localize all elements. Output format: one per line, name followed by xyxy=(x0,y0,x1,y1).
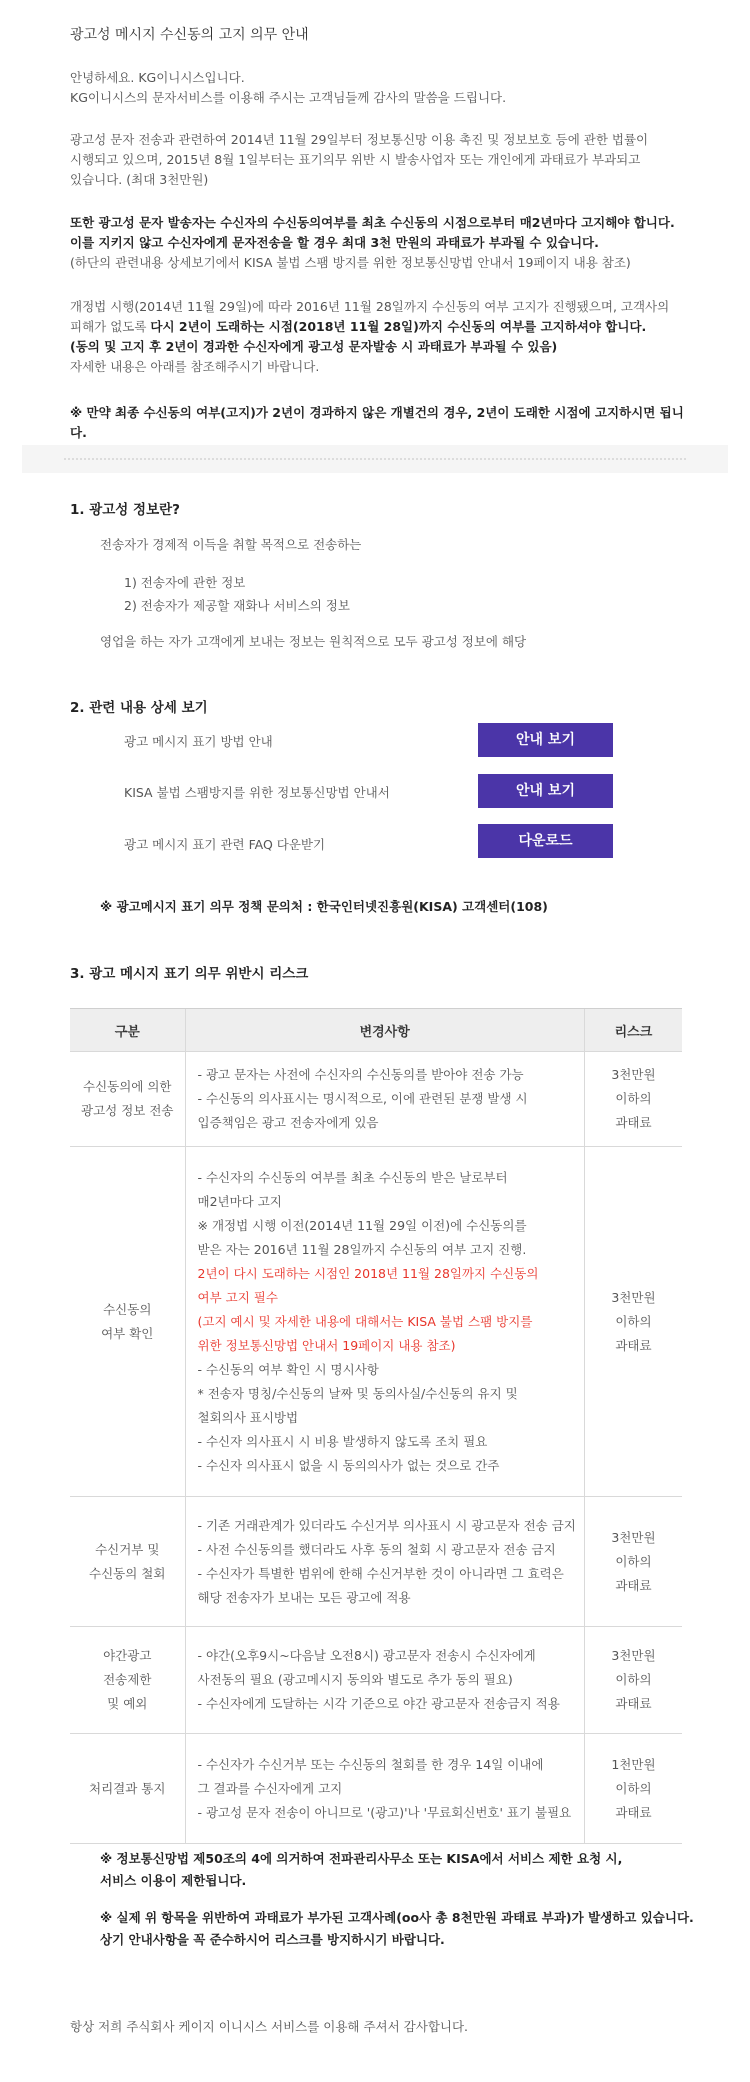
section2-title: 2. 관련 내용 상세 보기 xyxy=(70,700,208,716)
kisa-guide-label: KISA 불법 스팸방지를 위한 정보통신망법 안내서 xyxy=(124,785,390,800)
column-header: 변경사항 xyxy=(185,1009,584,1052)
warning-text: (고지 예시 및 자세한 내용에 대해서는 KISA 불법 스팸 방지를 xyxy=(197,1313,533,1329)
risk-table xyxy=(70,1008,682,1844)
table-row xyxy=(70,1734,682,1844)
risk-cell: 1천만원 이하의 과태료 xyxy=(584,1734,682,1844)
intro-law: 광고성 문자 전송과 관련하여 2014년 11월 29일부터 정보통신망 이용 촉진 및 정보보호 등에 관한 법률이 시행되고 있으며, 2015년 8월 1일부터는 표기의무 위반 시 발송사업자 또는 개인에게 과태료가 부과되고 있습니다. (최대 3천만원) xyxy=(70,132,649,187)
page-title: 광고성 메시지 수신동의 고지 의무 안내 xyxy=(70,27,309,43)
penalty-case-note: ※ 실제 위 항목을 위반하여 과태료가 부가된 고객사례(oo사 총 8천만원 과태료 부과)가 발생하고 있습니다. 상기 안내사항을 꼭 준수하시어 리스크를 방지하시기 바랍니다. xyxy=(100,1910,694,1947)
table-row xyxy=(70,1497,682,1627)
view-guide-button[interactable]: 안내 보기 xyxy=(478,723,613,757)
category-cell: 수신동의 여부 확인 xyxy=(70,1147,185,1497)
section1-item: 2) 전송자가 제공할 재화나 서비스의 정보 xyxy=(124,598,350,613)
guide-link-label: 광고 메시지 표기 방법 안내 xyxy=(124,734,273,749)
category-cell: 야간광고 전송제한 및 예외 xyxy=(70,1627,185,1734)
view-kisa-guide-button[interactable]: 안내 보기 xyxy=(478,774,613,808)
changes-cell: - 기존 거래관계가 있더라도 수신거부 의사표시 시 광고문자 전송 금지 - 사전 수신동의를 했더라도 사후 동의 철회 시 광고문자 전송 금지 - 수신자가 특별한 범위에 한해 수신거부한 것이 아니라면 그 효력은 해당 전송자가 보내는 모든 광고에 적용 xyxy=(185,1497,584,1627)
category-cell: 처리결과 통지 xyxy=(70,1734,185,1844)
category-cell: 수신동의에 의한 광고성 정보 전송 xyxy=(70,1052,185,1147)
warning-text: 여부 고지 필수 xyxy=(197,1289,278,1305)
risk-cell: 3천만원 이하의 과태료 xyxy=(584,1497,682,1627)
risk-cell: 3천만원 이하의 과태료 xyxy=(584,1052,682,1147)
column-header: 리스크 xyxy=(584,1009,682,1052)
table-row xyxy=(70,1627,682,1734)
greeting: 안녕하세요. KG이니시스입니다. KG이니시스의 문자서비스를 이용해 주시는 고객님들께 감사의 말씀을 드립니다. xyxy=(70,70,507,105)
service-restriction-note: ※ 정보통신망법 제50조의 4에 의거하여 전파관리사무소 또는 KISA에서 서비스 제한 요청 시, 서비스 이용이 제한됩니다. xyxy=(100,1851,623,1888)
intro-obligation: 또한 광고성 문자 발송자는 수신자의 수신동의여부를 최초 수신동의 시점으로부터 매2년마다 고지해야 합니다. 이를 지키지 않고 수신자에게 문자전송을 할 경우 최대 3천 만원의 과태료가 부과될 수 있습니다. (하단의 관련내용 상세보기에서 KISA 불법 스팸 방지를 위한 정보통신망법 안내서 19페이지 내용 참조) xyxy=(70,215,675,270)
contact-note: ※ 광고메시지 표기 의무 정책 문의처 : 한국인터넷진흥원(KISA) 고객센터(108) xyxy=(100,899,548,914)
table-header-row xyxy=(70,1009,682,1052)
section1-title: 1. 광고성 정보란? xyxy=(70,502,180,518)
section1-item: 1) 전송자에 관한 정보 xyxy=(124,575,246,590)
download-faq-button[interactable]: 다운로드 xyxy=(478,824,613,858)
column-header: 구분 xyxy=(70,1009,185,1052)
changes-cell: - 수신자의 수신동의 여부를 최초 수신동의 받은 날로부터 매2년마다 고지 ※ 개정법 시행 이전(2014년 11월 29일 이전)에 수신동의를 받은 자는 2016년 11월 28일까지 수신동의 여부 고지 진행. 2년이 다시 도래하는 시점인 2018년 11월 28일까지 수신동의 여부 고지 필수 (고지 예시 및 자세한 내용에 대해서는 KISA 불법 스팸 방지를 위한 정보통신망법 안내서 19페이지 내용 참조) - 수신동의 여부 확인 시 명시사항 * 전송자 명칭/수신동의 날짜 및 동의사실/수신동의 유지 및 철회의사 표시방법 - 수신자 의사표시 시 비용 발생하지 않도록 조치 필요 - 수신자 의사표시 없을 시 동의의사가 없는 것으로 간주 xyxy=(185,1147,584,1497)
changes-cell: - 야간(오후9시~다음날 오전8시) 광고문자 전송시 수신자에게 사전동의 필요 (광고메시지 동의와 별도로 추가 동의 필요) - 수신자에게 도달하는 시각 기준으로 야간 광고문자 전송금지 적용 xyxy=(185,1627,584,1734)
risk-cell: 3천만원 이하의 과태료 xyxy=(584,1627,682,1734)
intro-revision: 개정법 시행(2014년 11월 29일)에 따라 2016년 11월 28일까지 수신동의 여부 고지가 진행됐으며, 고객사의 피해가 없도록 다시 2년이 도래하는 시점(2018년 11월 28일)까지 수신동의 여부를 고지하셔야 합니다. (동의 및 고지 후 2년이 경과한 수신자에게 광고성 문자발송 시 과태료가 부과될 수 있음) 자세한 내용은 아래를 참조해주시기 바랍니다. xyxy=(70,299,670,374)
table-row xyxy=(70,1147,682,1497)
faq-download-label: 광고 메시지 표기 관련 FAQ 다운받기 xyxy=(124,837,326,852)
section1-line2: 영업을 하는 자가 고객에게 보내는 정보는 원칙적으로 모두 광고성 정보에 해당 xyxy=(100,634,527,649)
section-divider xyxy=(22,445,728,473)
section1-line1: 전송자가 경제적 이득을 취할 목적으로 전송하는 xyxy=(100,537,362,552)
warning-text: 2년이 다시 도래하는 시점인 2018년 11월 28일까지 수신동의 xyxy=(197,1265,539,1281)
category-cell: 수신거부 및 수신동의 철회 xyxy=(70,1497,185,1627)
warning-text: 위한 정보통신망법 안내서 19페이지 내용 참조) xyxy=(197,1337,456,1353)
intro-note: ※ 만약 최종 수신동의 여부(고지)가 2년이 경과하지 않은 개별건의 경우, 2년이 도래한 시점에 고지하시면 됩니다. xyxy=(70,405,684,440)
table-row xyxy=(70,1052,682,1147)
risk-cell: 3천만원 이하의 과태료 xyxy=(584,1147,682,1497)
changes-cell: - 광고 문자는 사전에 수신자의 수신동의를 받아야 전송 가능 - 수신동의 의사표시는 명시적으로, 이에 관련된 분쟁 발생 시 입증책임은 광고 전송자에게 있음 xyxy=(185,1052,584,1147)
section3-title: 3. 광고 메시지 표기 의무 위반시 리스크 xyxy=(70,966,309,982)
changes-cell: - 수신자가 수신거부 또는 수신동의 철회를 한 경우 14일 이내에 그 결과를 수신자에게 고지 - 광고성 문자 전송이 아니므로 '(광고)'나 '무료회신번호' 표기 불필요 xyxy=(185,1734,584,1844)
footer-thanks: 항상 저희 주식회사 케이지 이니시스 서비스를 이용해 주셔서 감사합니다. xyxy=(70,2019,469,2034)
